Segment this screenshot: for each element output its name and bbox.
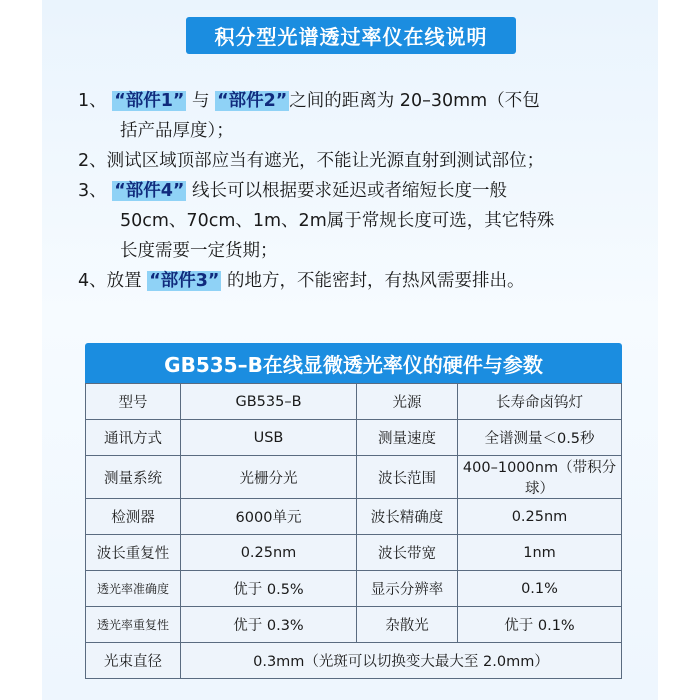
param-label: 测量速度 (357, 420, 458, 456)
note-number: 3、 (78, 181, 107, 201)
note-item-1 (78, 86, 648, 146)
param-value: 全谱测量＜0.5秒 (458, 420, 622, 456)
table-row (86, 420, 622, 456)
param-label: 显示分辨率 (357, 571, 458, 607)
notes-list (78, 86, 648, 296)
param-value: 0.3mm（光斑可以切换变大最大至 2.0mm） (181, 643, 622, 679)
spec-table (85, 383, 622, 679)
param-label: 检测器 (86, 499, 181, 535)
param-value: 长寿命卤钨灯 (458, 384, 622, 420)
highlight-part-1: “部件1” (114, 91, 185, 111)
table-row (86, 535, 622, 571)
param-value: 0.25nm (181, 535, 357, 571)
highlight-part-3: “部件3” (149, 271, 220, 291)
param-label: 波长范围 (357, 456, 458, 499)
note-text: 放置 (106, 271, 142, 291)
note-continuation: 50cm、70cm、1m、2m属于常规长度可选，其它特殊 (120, 211, 555, 231)
table-row (86, 607, 622, 643)
table-row (86, 571, 622, 607)
note-number: 4、 (78, 271, 107, 291)
param-label: 光束直径 (86, 643, 181, 679)
param-value: GB535–B (181, 384, 357, 420)
highlight-part-4: “部件4” (114, 181, 185, 201)
param-value: 优于 0.1% (458, 607, 622, 643)
note-number: 2、 (78, 151, 107, 171)
param-label: 测量系统 (86, 456, 181, 499)
param-value: 光栅分光 (181, 456, 357, 499)
param-value: 优于 0.5% (181, 571, 357, 607)
param-label: 透光率准确度 (86, 571, 181, 607)
note-item-4 (78, 266, 648, 296)
note-text: 的地方，不能密封，有热风需要排出。 (226, 271, 525, 291)
table-row (86, 384, 622, 420)
param-label: 杂散光 (357, 607, 458, 643)
note-number: 1、 (78, 91, 107, 111)
param-label: 透光率重复性 (86, 607, 181, 643)
spec-table-title: GB535–B在线显微透光率仪的硬件与参数 (85, 343, 622, 383)
note-text: 与 (191, 91, 210, 111)
note-continuation: 括产品厚度）； (120, 121, 234, 141)
note-text: 之间的距离为 20–30mm（不包 (289, 91, 540, 111)
param-value: 1nm (458, 535, 622, 571)
note-item-2 (78, 146, 648, 176)
param-label: 波长重复性 (86, 535, 181, 571)
page-title: 积分型光谱透过率仪在线说明 (186, 17, 516, 54)
param-value: 优于 0.3% (181, 607, 357, 643)
table-row (86, 499, 622, 535)
param-value: 6000单元 (181, 499, 357, 535)
param-label: 型号 (86, 384, 181, 420)
param-value: 0.1% (458, 571, 622, 607)
param-value: 0.25nm (458, 499, 622, 535)
param-value: 400–1000nm（带积分球） (458, 456, 622, 499)
note-continuation: 长度需要一定货期； (120, 241, 278, 261)
spec-table-section (85, 343, 622, 679)
param-label: 通讯方式 (86, 420, 181, 456)
note-item-3 (78, 176, 648, 266)
note-text: 测试区域顶部应当有遮光，不能让光源直射到测试部位； (106, 151, 545, 171)
param-value: USB (181, 420, 357, 456)
note-text: 线长可以根据要求延迟或者缩短长度一般 (191, 181, 507, 201)
param-label: 光源 (357, 384, 458, 420)
table-row (86, 643, 622, 679)
param-label: 波长精确度 (357, 499, 458, 535)
highlight-part-2: “部件2” (217, 91, 288, 111)
table-row (86, 456, 622, 499)
param-label: 波长带宽 (357, 535, 458, 571)
